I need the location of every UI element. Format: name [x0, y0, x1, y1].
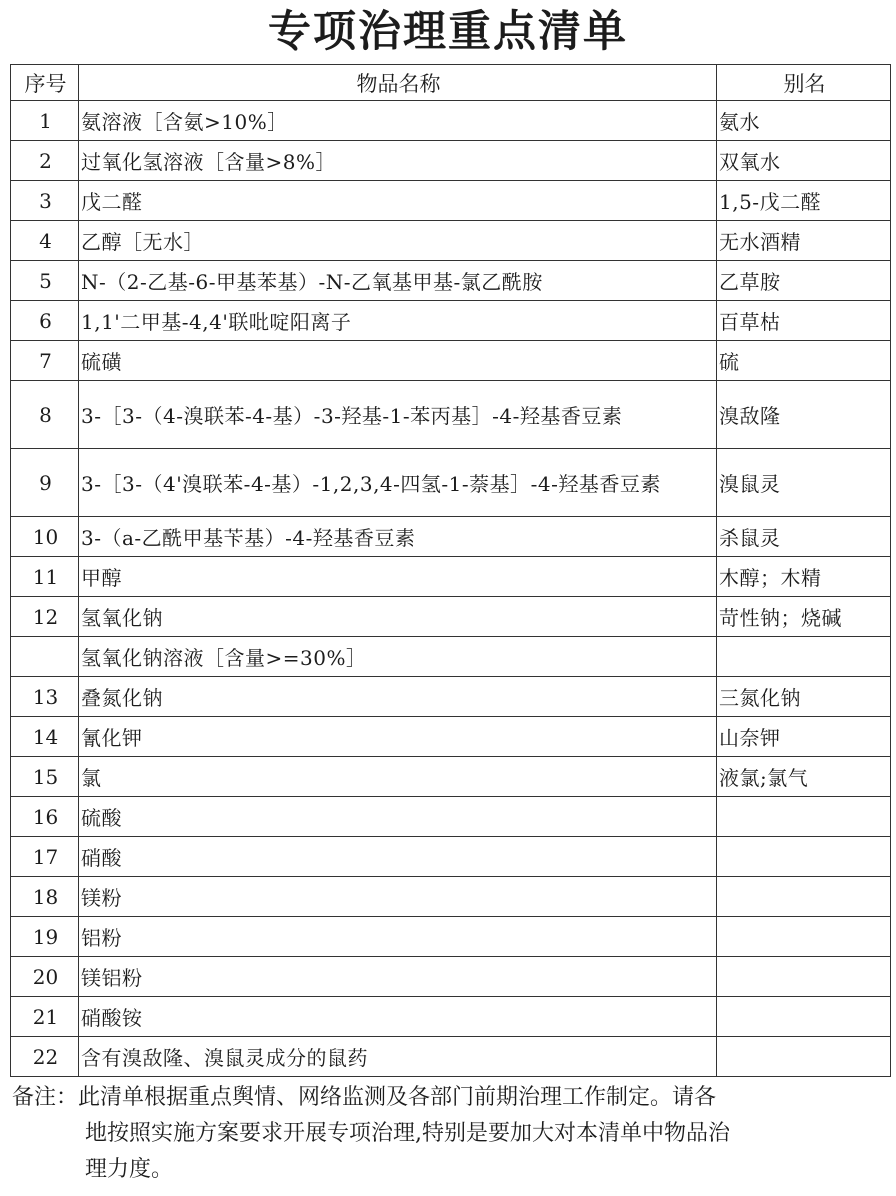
row-number: 8 [11, 381, 79, 449]
item-name: 过氧化氢溶液［含量>8%］ [79, 141, 717, 181]
table-row [11, 1037, 891, 1077]
item-alias: 木醇；木精 [717, 557, 891, 597]
table-row [11, 381, 891, 449]
item-name: 氢氧化钠溶液［含量>=30%］ [79, 637, 717, 677]
item-name: 1,1'二甲基-4,4'联吡啶阳离子 [79, 301, 717, 341]
item-name: 硝酸铵 [79, 997, 717, 1037]
item-name: 硫磺 [79, 341, 717, 381]
item-alias: 液氯;氯气 [717, 757, 891, 797]
page-title: 专项治理重点清单 [268, 7, 628, 57]
row-number: 19 [11, 917, 79, 957]
item-name: 氢氧化钠 [79, 597, 717, 637]
item-alias: 山奈钾 [717, 717, 891, 757]
item-name: 硝酸 [79, 837, 717, 877]
item-name: 硫酸 [79, 797, 717, 837]
row-number: 22 [11, 1037, 79, 1077]
row-number: 21 [11, 997, 79, 1037]
table-row [11, 837, 891, 877]
table-row [11, 917, 891, 957]
table-row [11, 141, 891, 181]
row-number: 11 [11, 557, 79, 597]
table-row [11, 101, 891, 141]
remarks-line-1: 备注：此清单根据重点舆情、网络监测及各部门前期治理工作制定。请各 [12, 1085, 717, 1110]
row-number: 20 [11, 957, 79, 997]
remarks-line-3: 理力度。 [85, 1157, 174, 1182]
table-header-row [11, 65, 891, 101]
item-name: 含有溴敌隆、溴鼠灵成分的鼠药 [79, 1037, 717, 1077]
item-alias: 1,5-戊二醛 [717, 181, 891, 221]
row-number: 10 [11, 517, 79, 557]
item-name: 乙醇［无水］ [79, 221, 717, 261]
item-name: 3-［3-（4-溴联苯-4-基）-3-羟基-1-苯丙基］-4-羟基香豆素 [79, 381, 717, 449]
item-alias [717, 797, 891, 837]
item-alias: 乙草胺 [717, 261, 891, 301]
row-number: 12 [11, 597, 79, 637]
item-name: 铝粉 [79, 917, 717, 957]
table-row [11, 597, 891, 637]
item-alias [717, 637, 891, 677]
item-name: 镁铝粉 [79, 957, 717, 997]
item-name: 3-（a-乙酰甲基苄基）-4-羟基香豆素 [79, 517, 717, 557]
table-row [11, 517, 891, 557]
item-name: 戊二醛 [79, 181, 717, 221]
table-row [11, 261, 891, 301]
item-name: N-（2-乙基-6-甲基苯基）-N-乙氧基甲基-氯乙酰胺 [79, 261, 717, 301]
table-row [11, 797, 891, 837]
item-alias: 硫 [717, 341, 891, 381]
item-name: 氯 [79, 757, 717, 797]
row-number: 9 [11, 449, 79, 517]
item-alias [717, 917, 891, 957]
row-number: 5 [11, 261, 79, 301]
item-alias: 杀鼠灵 [717, 517, 891, 557]
item-alias [717, 957, 891, 997]
item-alias: 无水酒精 [717, 221, 891, 261]
item-alias: 苛性钠；烧碱 [717, 597, 891, 637]
row-number: 2 [11, 141, 79, 181]
table-row [11, 997, 891, 1037]
table-row [11, 341, 891, 381]
table-row [11, 221, 891, 261]
item-alias: 溴敌隆 [717, 381, 891, 449]
table-row [11, 877, 891, 917]
checklist-table [10, 64, 891, 1077]
table-row [11, 957, 891, 997]
table-row [11, 181, 891, 221]
item-alias: 三氮化钠 [717, 677, 891, 717]
table-row [11, 301, 891, 341]
row-number: 4 [11, 221, 79, 261]
header-item-name: 物品名称 [79, 65, 717, 101]
row-number: 13 [11, 677, 79, 717]
item-alias: 双氧水 [717, 141, 891, 181]
table-row [11, 757, 891, 797]
row-number: 16 [11, 797, 79, 837]
row-number [11, 637, 79, 677]
row-number: 1 [11, 101, 79, 141]
remarks-line-2: 地按照实施方案要求开展专项治理,特别是要加大对本清单中物品治 [85, 1121, 730, 1146]
row-number: 7 [11, 341, 79, 381]
row-number: 14 [11, 717, 79, 757]
item-alias: 氨水 [717, 101, 891, 141]
item-alias [717, 837, 891, 877]
table-row [11, 449, 891, 517]
item-name: 3-［3-（4'溴联苯-4-基）-1,2,3,4-四氢-1-萘基］-4-羟基香豆素 [79, 449, 717, 517]
row-number: 17 [11, 837, 79, 877]
row-number: 6 [11, 301, 79, 341]
item-alias [717, 997, 891, 1037]
item-name: 镁粉 [79, 877, 717, 917]
table-row [11, 677, 891, 717]
header-number: 序号 [11, 65, 79, 101]
item-alias: 百草枯 [717, 301, 891, 341]
item-name: 氰化钾 [79, 717, 717, 757]
item-name: 叠氮化钠 [79, 677, 717, 717]
item-name: 氨溶液［含氨>10%］ [79, 101, 717, 141]
item-alias [717, 877, 891, 917]
row-number: 18 [11, 877, 79, 917]
header-alias: 别名 [717, 65, 891, 101]
item-name: 甲醇 [79, 557, 717, 597]
table-row [11, 557, 891, 597]
table-row [11, 637, 891, 677]
item-alias [717, 1037, 891, 1077]
item-alias: 溴鼠灵 [717, 449, 891, 517]
row-number: 3 [11, 181, 79, 221]
remarks-note [12, 1080, 892, 1188]
table-row [11, 717, 891, 757]
row-number: 15 [11, 757, 79, 797]
